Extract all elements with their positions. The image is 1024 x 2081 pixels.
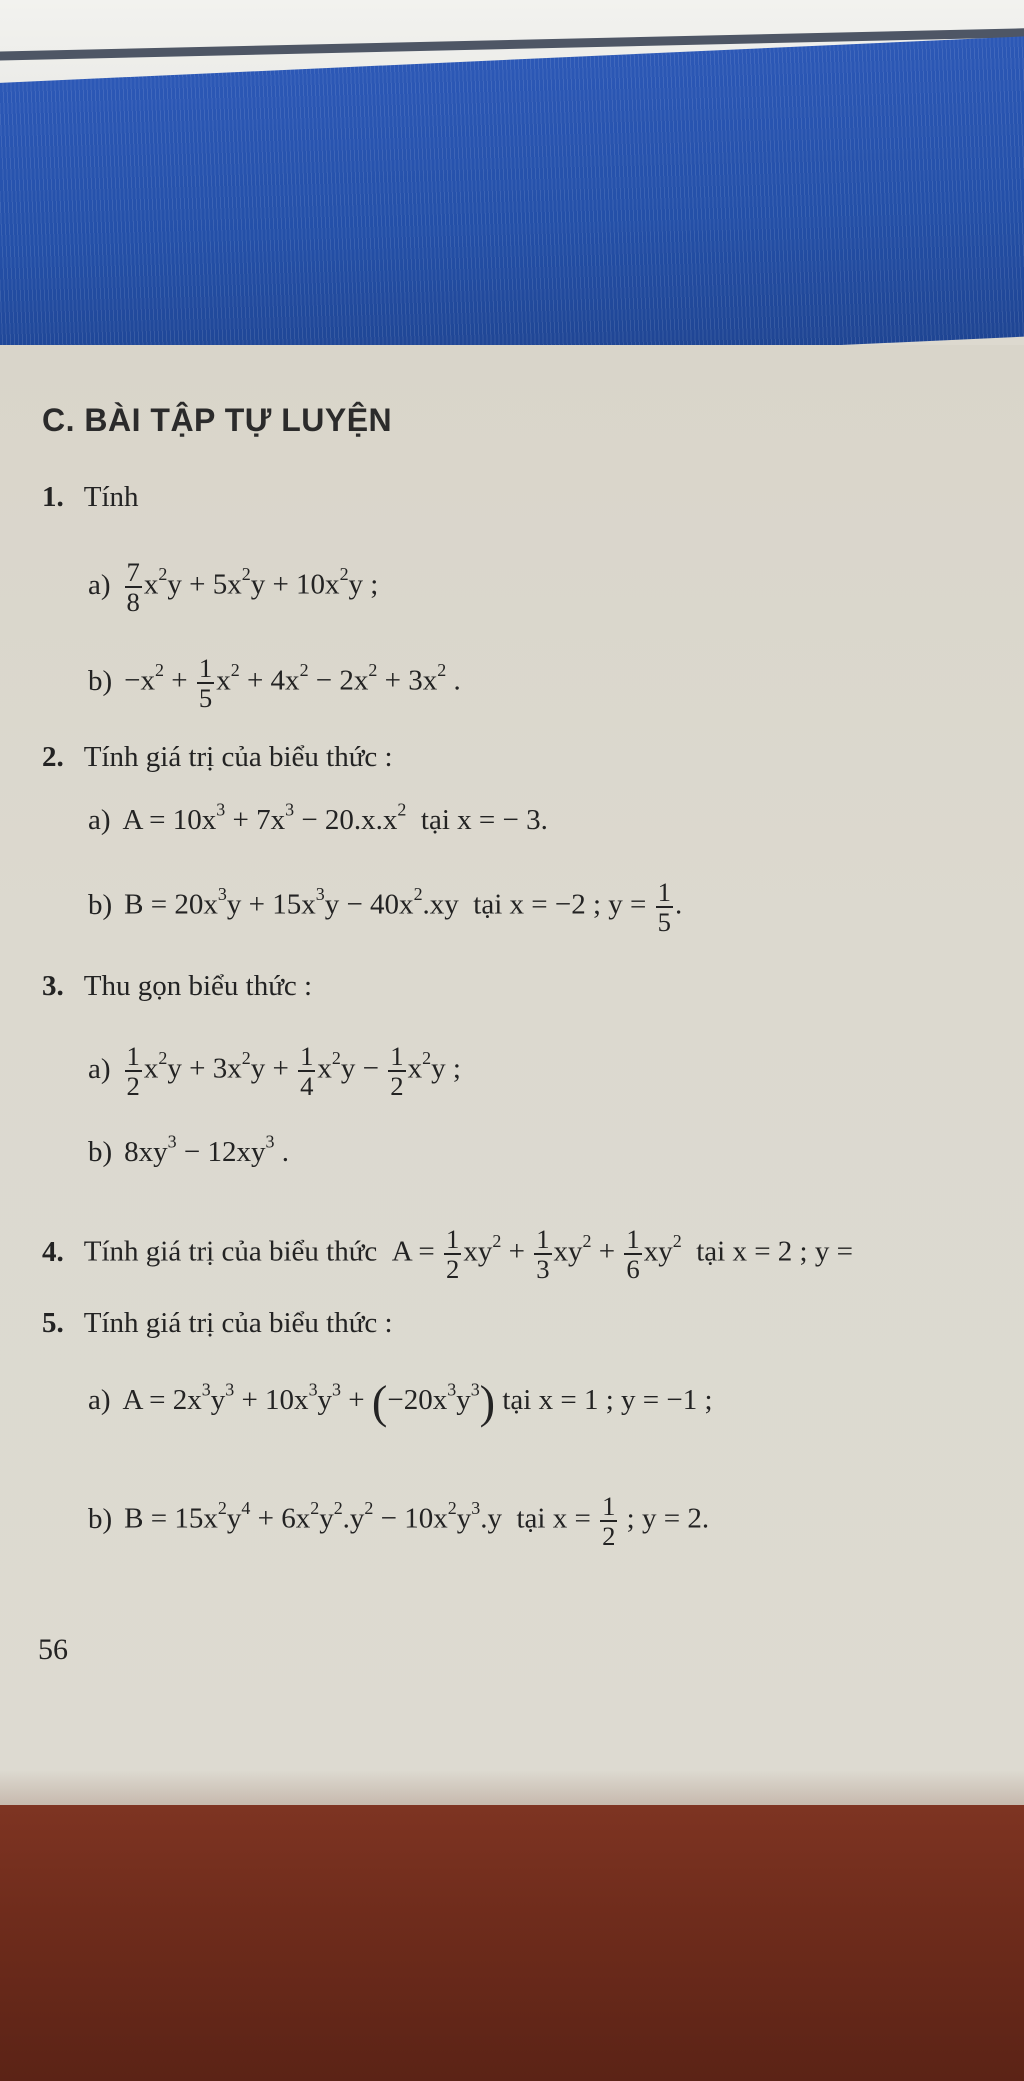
exercise-5b: b) $B = 15x^2y^4 + 6x^2y^2.y^2 - 10x^2y^3.y$ tại x = $\frac{1}{2}$ ; y = 2.	[88, 1491, 710, 1552]
fraction: $\frac{1}{2}$	[602, 1491, 616, 1552]
exercise-prompt: Tính giá trị của biểu thức	[83, 1235, 378, 1268]
exercise-2b: b) $B = 20x^3y + 15x^3y - 40x^2.xy$ tại x = −2 ; y = $\frac{1}{5}$ .	[88, 877, 683, 938]
page-number: 56	[38, 1633, 68, 1666]
fraction: $\frac{1}{6}$	[626, 1224, 640, 1285]
exercise-5-title	[42, 1303, 393, 1343]
exercise-3b: b) $8xy^3 - 12xy^3$ .	[88, 1131, 289, 1168]
part-label: a)	[88, 568, 111, 601]
section-heading: C. BÀI TẬP TỰ LUYỆN	[42, 402, 393, 438]
part-label: b)	[88, 888, 113, 921]
part-label: b)	[88, 1502, 113, 1535]
exercise-1a: a) $\frac{7}{8}$ $x^2y + 5x^2y + 10x^2y$ ;	[88, 557, 379, 618]
part-label: a)	[88, 1052, 111, 1085]
exercise-number: 4.	[42, 1235, 64, 1268]
exercise-prompt: Thu gọn biểu thức :	[83, 970, 313, 1002]
fraction: $\frac{1}{5}$	[657, 877, 671, 938]
exercise-4: 4. Tính giá trị của biểu thức A = $\frac{1}{2}$ $xy^2$ + $\frac{1}{3}$ $xy^2$ + $\frac{1}{6}$ $xy^2$ tại x = 2 ; y =	[42, 1224, 853, 1285]
exercise-3-title	[42, 966, 312, 1006]
exercise-1b: $b) -x^2$ + $\frac{1}{5}$ $x^2 + 4x^2 - 2x^2 + 3x^2$ .	[88, 653, 461, 714]
fraction: $\frac{7}{8}$	[126, 557, 140, 618]
fraction: $\frac{1}{4}$	[300, 1041, 314, 1102]
fraction: $\frac{1}{2}$	[390, 1041, 404, 1102]
exercise-number: 3.	[42, 970, 64, 1002]
exercise-5a: a) $A = 2x^3y^3 + 10x^3y^3 + (-20x^3y^3)$ tại x = 1 ; y = −1 ;	[88, 1377, 713, 1429]
exercise-2a: a) $A = 10x^3 + 7x^3 - 20.x.x^2$ tại x = − 3.	[88, 799, 548, 836]
exercise-number: 2.	[42, 741, 64, 773]
exercise-number: 1.	[42, 481, 64, 513]
fraction: $\frac{1}{2}$	[126, 1041, 140, 1102]
part-label: a)	[88, 804, 111, 836]
exercise-1-title	[42, 477, 139, 517]
part-label: a)	[88, 1384, 111, 1416]
exercise-3a: a) $\frac{1}{2}$ $x^2y + 3x^2y$ + $\frac{1}{4}$ $x^2y$ − $\frac{1}{2}$ $x^2y$ ;	[88, 1041, 461, 1102]
part-label: b)	[88, 664, 113, 697]
fraction: $\frac{1}{3}$	[536, 1224, 550, 1285]
part-label: b)	[88, 1136, 113, 1168]
exercise-prompt: Tính giá trị của biểu thức :	[83, 741, 393, 773]
exercise-prompt: Tính giá trị của biểu thức :	[83, 1307, 393, 1339]
exercise-prompt: Tính	[83, 481, 139, 513]
exercise-2-title	[42, 737, 393, 777]
exercise-number: 5.	[42, 1307, 64, 1339]
fraction: $\frac{1}{5}$	[198, 653, 213, 714]
fraction: $\frac{1}{2}$	[446, 1224, 460, 1285]
